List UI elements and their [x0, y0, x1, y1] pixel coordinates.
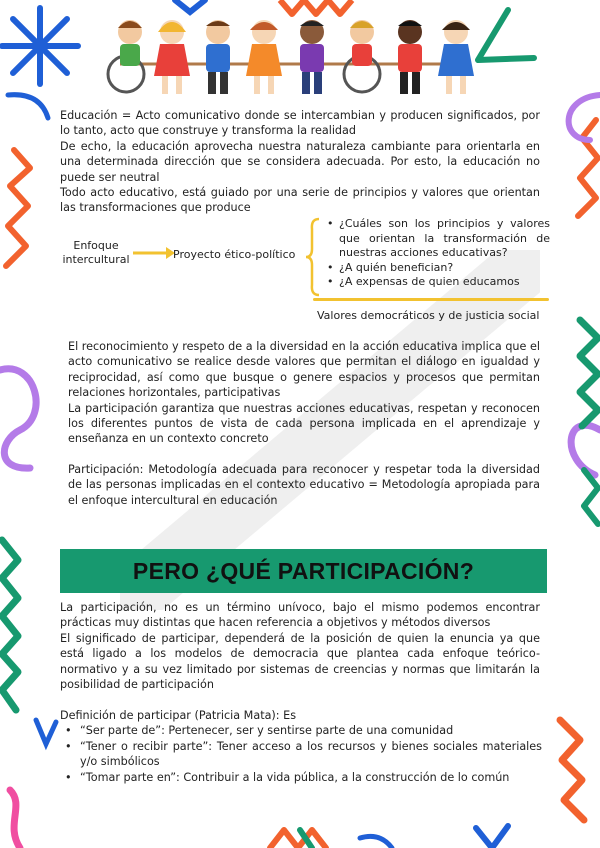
- list-item: • ¿Cuáles son los principios y valores que orientan la transformación de nuestras acciones educativas?: [325, 217, 550, 261]
- section-title: PERO ¿QUÉ PARTICIPACIÓN?: [132, 557, 475, 584]
- blue-zigzag-top: [175, 0, 205, 12]
- pink-curl-left: [10, 790, 20, 848]
- question-list: [325, 217, 550, 290]
- green-zigzag-right: [580, 320, 598, 426]
- paragraph: La participación garantiza que nuestras acciones educativas, respetan y reconocen los diferentes puntos de vista de cada persona implicada en el aprendizaje y enseñanza en un contexto concreto: [68, 401, 540, 446]
- list-item: • “Ser parte de”: Pertenecer, ser y sentirse parte de una comunidad: [60, 723, 542, 738]
- arrow-right-icon: [133, 247, 175, 259]
- orange-zigzag-bottom: [270, 830, 326, 848]
- intro-text: [60, 108, 540, 216]
- blue-v-left: [36, 720, 56, 744]
- child-figure: [206, 20, 230, 94]
- child-figure: [300, 20, 324, 94]
- blue-arc-left: [8, 95, 48, 118]
- concept-diagram: [55, 217, 555, 327]
- diagram-left-label: [55, 239, 137, 267]
- divider: [313, 298, 549, 301]
- children-illustration: [100, 14, 490, 102]
- definition-list: [60, 723, 542, 785]
- paragraph: Participación: Metodología adecuada para reconocer y respetar toda la diversidad de las personas implicadas en el contexto educativo = Metodología apropiada para el enfoque intercultural en educación: [68, 462, 540, 507]
- orange-zigzag-right: [578, 120, 598, 216]
- paragraph: Todo acto educativo, está guiado por una serie de principios y valores que orientan las transformaciones que produce: [60, 186, 540, 215]
- list-item: • “Tomar parte en”: Contribuir a la vida pública, a la construcción de lo común: [60, 770, 542, 785]
- diagram-left-line: Enfoque: [73, 239, 119, 252]
- orange-zigzag-left: [6, 150, 30, 266]
- orange-zigzag-top: [280, 0, 352, 14]
- child-figure: [108, 20, 144, 92]
- blue-star-icon: [2, 8, 78, 84]
- paragraph: De echo, la educación aprovecha nuestra naturaleza cambiante para orientarla en una determinada dirección que se considera adecuada. Por esto, la educación no puede ser neutral: [60, 139, 540, 184]
- diagram-middle-label: Proyecto ético-político: [173, 248, 296, 261]
- diagram-footer: Valores democráticos y de justicia social: [317, 309, 540, 322]
- participation-text: [60, 600, 540, 692]
- child-figure: [398, 20, 422, 94]
- definition-section: [60, 708, 542, 785]
- paragraph: El reconocimiento y respeto de a la diversidad en la acción educativa implica que el acto comunicativo se realice desde valores que permitan el diálogo en igualdad y reciprocidad, así como que busque o genere espacios y procesos que permitan relaciones horizontales, participativas: [68, 340, 540, 400]
- list-item: • ¿A expensas de quien educamos: [325, 275, 550, 290]
- blue-arc-bottom: [360, 836, 392, 848]
- green-zigzag-left: [2, 540, 18, 710]
- child-figure: [438, 20, 474, 94]
- child-figure: [344, 20, 380, 92]
- list-item: • ¿A quién benefician?: [325, 261, 550, 276]
- definition-heading: Definición de participar (Patricia Mata): Es: [60, 709, 297, 722]
- diagram-left-line: intercultural: [62, 253, 130, 266]
- paragraph: El significado de participar, dependerá de la posición de quien la enuncia ya que está ligado a los modelos de democracia que plantea cada enfoque teórico-normativo y a su vez limitado por sistemas de creencias y normas que limitarán la posibilidad de participación: [60, 631, 540, 692]
- paragraph: La participación, no es un término unívoco, bajo el mismo podemos encontrar prácticas muy distintas que hacen referencia a objetivos y métodos diversos: [60, 601, 540, 630]
- brace-icon: [305, 217, 321, 297]
- section-banner: [60, 549, 547, 593]
- orange-zigzag-right-bottom: [560, 720, 584, 820]
- list-item: • “Tener o recibir parte”: Tener acceso a los recursos y bienes sociales materiales y/o simbólicos: [60, 739, 542, 770]
- blue-v-bottom: [476, 826, 508, 848]
- child-figure: [154, 20, 190, 94]
- purple-loop-left: [0, 369, 36, 468]
- child-figure: [246, 20, 282, 94]
- paragraph: Educación = Acto comunicativo donde se intercambian y producen significados, por lo tanto, acto que construye y transforma la realidad: [60, 109, 540, 138]
- body-text: [68, 339, 540, 508]
